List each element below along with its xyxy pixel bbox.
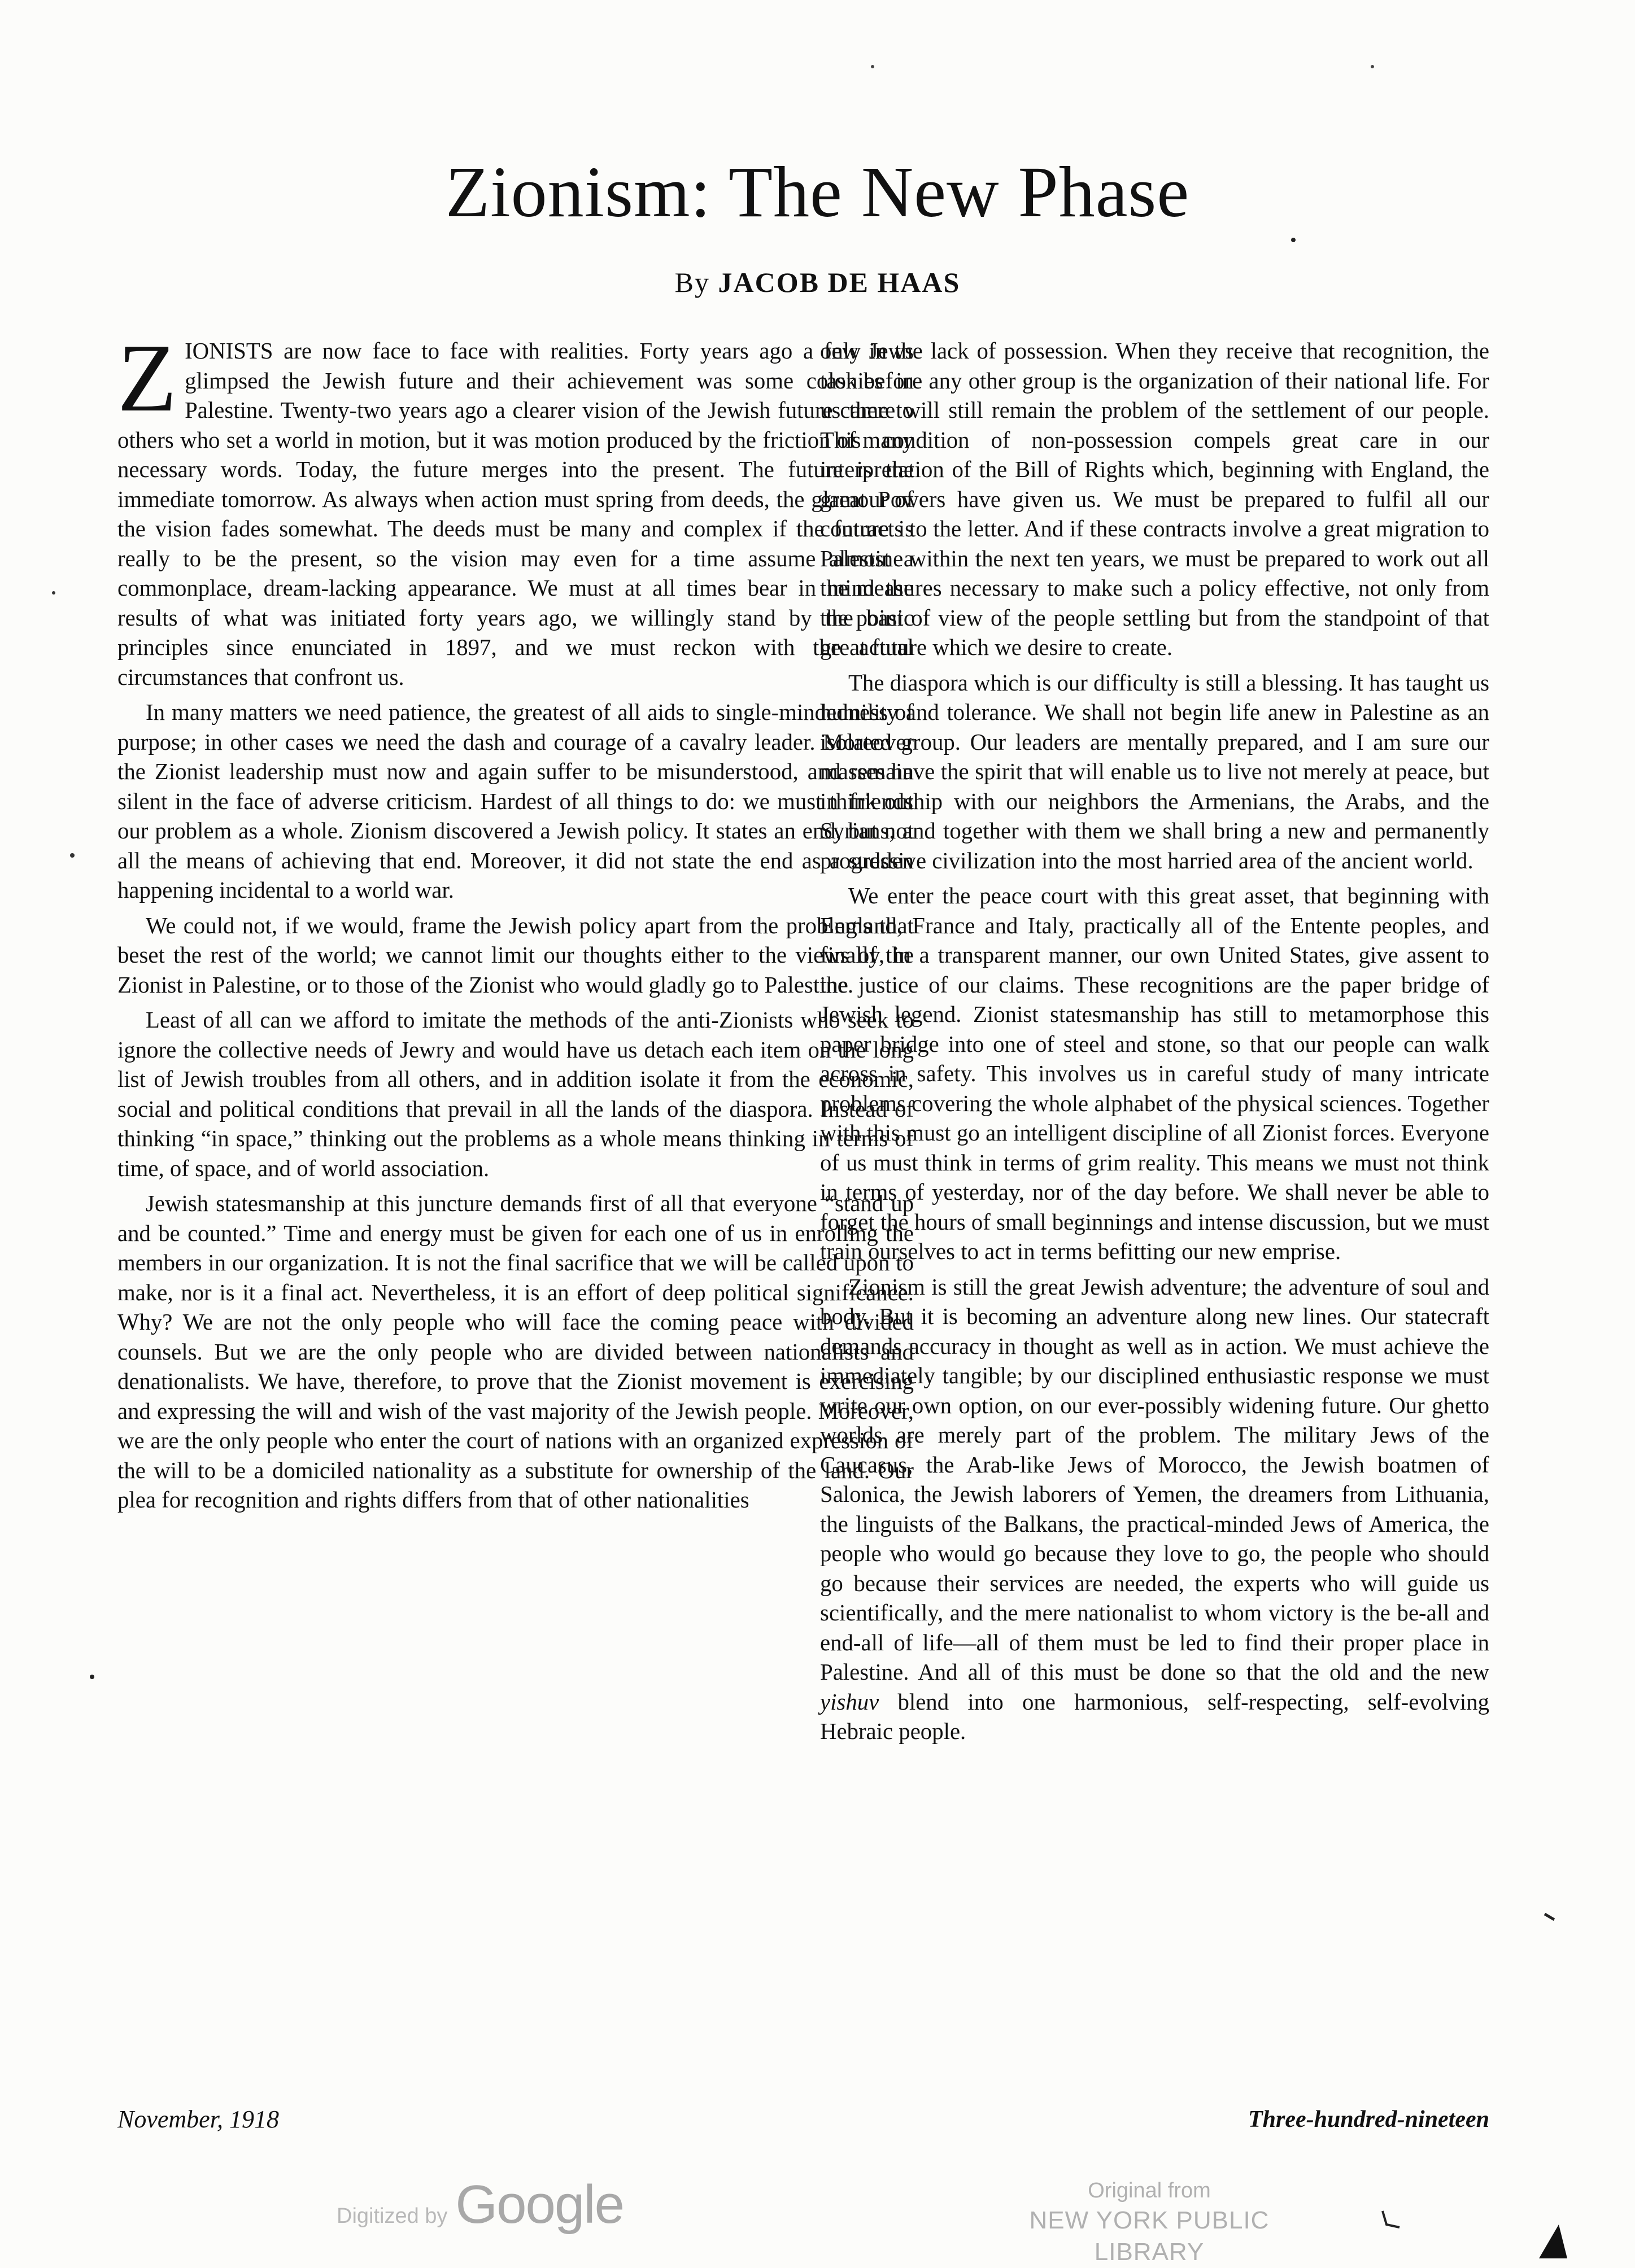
digitized-by-watermark xyxy=(337,2174,624,2236)
paragraph: We could not, if we would, frame the Jewish policy apart from the problems that beset the rest of the world; we cannot limit our thoughts either to the views of the Zionist in Palestine, or to those of the Zionist who would gladly go to Palestine. xyxy=(117,912,914,998)
library-attribution xyxy=(980,2177,1319,2268)
speck xyxy=(90,1675,94,1679)
speck xyxy=(1291,238,1296,242)
last-paragraph-text: Zionism is still the great Jewish adventure; the adventure of soul and body. But it is becoming an adventure along new lines. Our statecraft demands accuracy in thought as well as in action. We must achieve the immediately tangible; by our disciplined enthusiastic response we must write our own option, on our ever-possibly widening future. Our ghetto worlds are merely part of the problem. The military Jews of the Caucasus, the Arab-like Jews of Morocco, the Jewish boatmen of Salonica, the Jewish laborers of Yemen, the dreamers from Lithuania, the linguists of the Balkans, the practical-minded Jews of America, the people who would go because they love to go, the people who should go because their services are needed, the experts who will guide us scientifically, and the mere nationalist to whom victory is the be-all and end-all of life—all of them must be led to find their proper place in Palestine. And all of this must be done so that the old and the new xyxy=(820,1274,1489,1685)
page-number: Three-hundred-nineteen xyxy=(1248,2107,1489,2132)
first-paragraph xyxy=(117,325,914,692)
last-paragraph-end: blend into one harmonious, self-respecting, self-evolving Hebraic people. xyxy=(820,1689,1490,1744)
speck xyxy=(871,65,874,68)
drop-cap: Z xyxy=(117,325,177,432)
continued-paragraph: only in the lack of possession. When they receive that recognition, the task before any other group is the organization of their national life. For us there will still remain the problem of the settlement of our people. This condition of non-possession compels great care in our interpretation of the Bill of Rights which, beginning with England, the great Powers have given us. We must be prepared to fulfil all our contracts to the letter. And if these contracts involve a great migration to Palestine within the next ten years, we must be prepared to work out all the measures necessary to make such a policy effective, not only from the point of view of the people settling but from the standpoint of that great future which we desire to create. xyxy=(820,338,1489,660)
paragraph: In many matters we need patience, the greatest of all aids to single-mindedness of purpose; in other cases we need the dash and courage of a cavalry leader. Moreover the Zionist leadership must now and again suffer to be misunderstood, and remain silent in the face of adverse criticism. Hardest of all things to do: we must think out our problem as a whole. Zionism discovered a Jewish policy. It states an end, but not all the means of achieving that end. Moreover, it did not state the end as a sudden happening incidental to a world war. xyxy=(117,700,914,903)
byline-prefix: By xyxy=(674,266,710,298)
google-logo: Google xyxy=(455,2174,624,2235)
last-paragraph xyxy=(820,1273,1489,1747)
paragraph: Jewish statesmanship at this juncture demands first of all that everyone “stand up and be counted.” Time and energy must be given for each one of us in enrolling the members in our organization. It is not the final sacrifice that we will be called upon to make, nor is it a final act. Nevertheless, it is an effort of deep political significance. Why? We are not the only people who will face the coming peace with divided counsels. But we are the only people who are divided between nationalists and denationalists. We have, therefore, to prove that the Zionist movement is exercising and expressing the will and wish of the vast majority of the Jewish people. Moreover, we are the only people who enter the court of nations with an organized expression of the will to be a domiciled nationality as a substitute for ownership of the land. Our plea for recognition and rights differs from that of other nationalities xyxy=(117,1191,914,1513)
left-column xyxy=(117,325,914,1521)
scan-mark xyxy=(1383,2211,1399,2227)
speck xyxy=(52,591,55,595)
library-name: NEW YORK PUBLIC LIBRARY xyxy=(1029,2206,1270,2266)
speck xyxy=(70,853,75,858)
digitized-label: Digitized by xyxy=(337,2204,448,2228)
paragraph: The diaspora which is our difficulty is still a blessing. It has taught us humility and tolerance. We shall not begin life anew in Palestine as an isolated group. Our leaders are mentally prepared, and I am sure our masses have the spirit that will enable us to live not merely at peace, but in friendship with our neighbors the Armenians, the Arabs, and the Syrians, and together with them we shall bring a new and permanently progressive civilization into the most harried area of the ancient world. xyxy=(820,670,1489,873)
article-title: Zionism: The New Phase xyxy=(445,152,1190,232)
paragraph: Least of all can we afford to imitate the methods of the anti-Zionists who seek to ignore the collective needs of Jewry and would have us detach each item on the long list of Jewish troubles from all others, and in addition isolate it from the economic, social and political conditions that prevail in all the lands of the diaspora. Instead of thinking “in space,” thinking out the problems as a whole means thinking in terms of time, of space, and of world association. xyxy=(117,1007,914,1181)
paragraph: We enter the peace court with this great asset, that beginning with England, France and Italy, practically all of the Entente peoples, and finally, in a transparent manner, our own United States, give assent to the justice of our claims. These recognitions are the paper bridge of Jewish legend. Zionist statesmanship has still to metamorphose this paper bridge into one of steel and stone, so that our people can walk across in safety. This involves us in careful study of many intricate problems covering the whole alphabet of the physical sciences. Together with this must go an intelligent discipline of all Zionist forces. Everyone of us must think in terms of grim reality. This means we must not think in terms of yesterday, nor of the day before. We shall never be able to forget the hours of small beginnings and intense discussion, but we must train ourselves to act in terms befitting our new emprise. xyxy=(820,883,1489,1264)
speck xyxy=(1545,1914,1554,1920)
author-name: JACOB DE HAAS xyxy=(718,266,961,298)
scan-mark xyxy=(1539,2225,1567,2258)
yishuv-term: yishuv xyxy=(820,1689,879,1715)
right-column xyxy=(820,337,1489,1753)
first-paragraph-text: IONISTS are now face to face with realities. Forty years ago a few Jews glimpsed the Jewish future and their achievement was some colonies in Palestine. Twenty-two years ago a clearer vision of the Jewish future came to others who set a world in motion, but it was motion produced by the friction of many necessary words. Today, the future merges into the present. The future is the immediate tomorrow. As always when action must spring from deeds, the glamour of the vision fades somewhat. The deeds must be many and complex if the future is really to be the present, so the vision may even for a time assume almost a commonplace, dream-lacking appearance. We must at all times bear in mind the results of what was initiated forty years ago, we willingly stand by the basic principles since enunciated in 1897, and we must reckon with the actual circumstances that confront us. xyxy=(117,338,914,690)
issue-date: November, 1918 xyxy=(117,2105,279,2133)
original-from-label: Original from xyxy=(1088,2179,1211,2203)
byline xyxy=(0,265,1635,299)
speck xyxy=(1371,65,1374,68)
